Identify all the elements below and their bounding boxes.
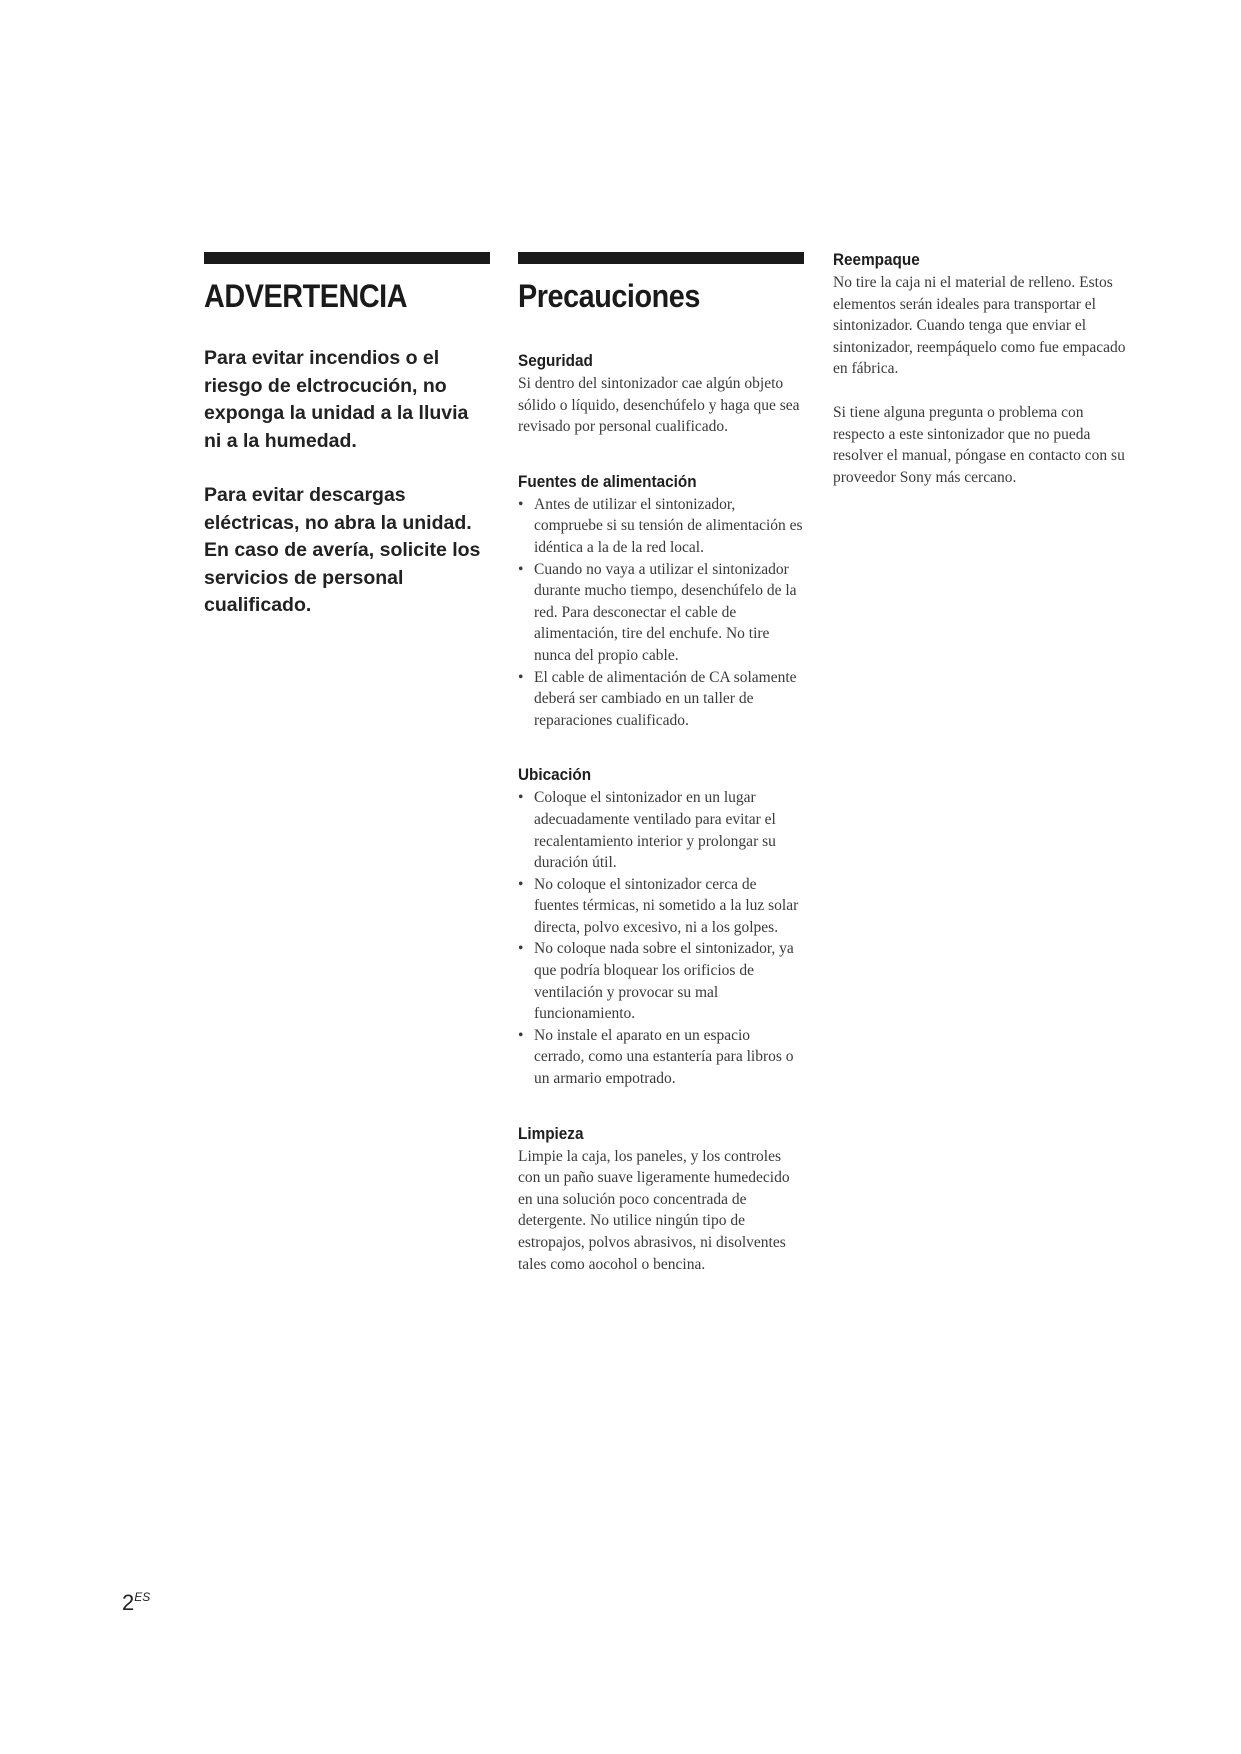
list-item: • Antes de utilizar el sintonizador, compruebe si su tensión de alimentación es idéntica a la de la red local. <box>518 495 803 556</box>
ubicacion-list <box>518 787 804 1089</box>
section-fuentes <box>518 472 804 732</box>
advertencia-column <box>204 252 490 620</box>
seguridad-heading: Seguridad <box>518 351 593 370</box>
page-number: $2^{ES}$ <box>122 1590 151 1615</box>
fuentes-heading: Fuentes de alimentación <box>518 471 697 491</box>
section-seguridad <box>518 351 804 438</box>
contact-sony-text: Si tiene alguna pregunta o problema con respecto a este sintonizador que no pueda resolver el manual, póngase en contacto con su proveedor Sony más cercano. <box>833 403 1125 486</box>
limpieza-text: Limpie la caja, los paneles, y los controles con un paño suave ligeramente humedecido en una solución poco concentrada de detergente. No utilice ningún tipo de estropajos, polvos abrasivos, ni disolventes tales como aocohol o bencina. <box>518 1147 790 1273</box>
advertencia-title: ADVERTENCIA <box>204 278 408 314</box>
reempaque-text: No tire la caja ni el material de relleno. Estos elementos serán ideales para transportar el sintonizador. Cuando tenga que enviar el sintonizador, reempáquelo como fue empacado en fábrica. <box>833 274 1126 378</box>
precauciones-title: Precauciones <box>518 278 700 314</box>
list-item: • Coloque el sintonizador en un lugar adecuadamente ventilado para evitar el recalentamiento interior y prolongar su duración útil. <box>518 789 776 872</box>
limpieza-heading: Limpieza <box>518 1123 584 1143</box>
list-item: • No coloque el sintonizador cerca de fuentes térmicas, ni sometido a la luz solar directa, polvo excesivo, ni a los golpes. <box>518 875 799 936</box>
reempaque-heading: Reempaque <box>833 250 920 269</box>
list-item: • El cable de alimentación de CA solamente deberá ser cambiado en un taller de reparaciones cualificado. <box>518 668 797 729</box>
section-ubicacion <box>518 765 804 1089</box>
ubicacion-heading: Ubicación <box>518 765 592 785</box>
warning-shock: Para evitar descargas eléctricas, no abra la unidad. En caso de avería, solicite los servicios de personal cualificado. <box>204 484 481 616</box>
page-suffix: ES <box>134 1590 151 1604</box>
list-item: • Cuando no vaya a utilizar el sintonizador durante mucho tiempo, desenchúfelo de la red. Para desconectar el cable de alimentación, tire del enchufe. No tire nunca del propio cable. <box>518 560 797 664</box>
section-limpieza <box>518 1124 804 1276</box>
fuentes-list <box>518 494 804 732</box>
reempaque-column <box>833 250 1133 488</box>
list-item: • No coloque nada sobre el sintonizador, ya que podría bloquear los orificios de ventilación y provocar su mal funcionamiento. <box>518 940 794 1023</box>
advertencia-rule <box>204 252 490 264</box>
precauciones-rule <box>518 252 804 264</box>
seguridad-text: Si dentro del sintonizador cae algún objeto sólido o líquido, desenchúfelo y haga que sea revisado por personal cualificado. <box>518 375 800 436</box>
precauciones-column <box>518 252 804 1275</box>
warning-fire: Para evitar incendios o el riesgo de elctrocución, no exponga la unidad a la lluvia ni a la humedad. <box>204 347 469 452</box>
list-item: • No instale el aparato en un espacio cerrado, como una estantería para libros o un armario empotrado. <box>518 1026 794 1088</box>
